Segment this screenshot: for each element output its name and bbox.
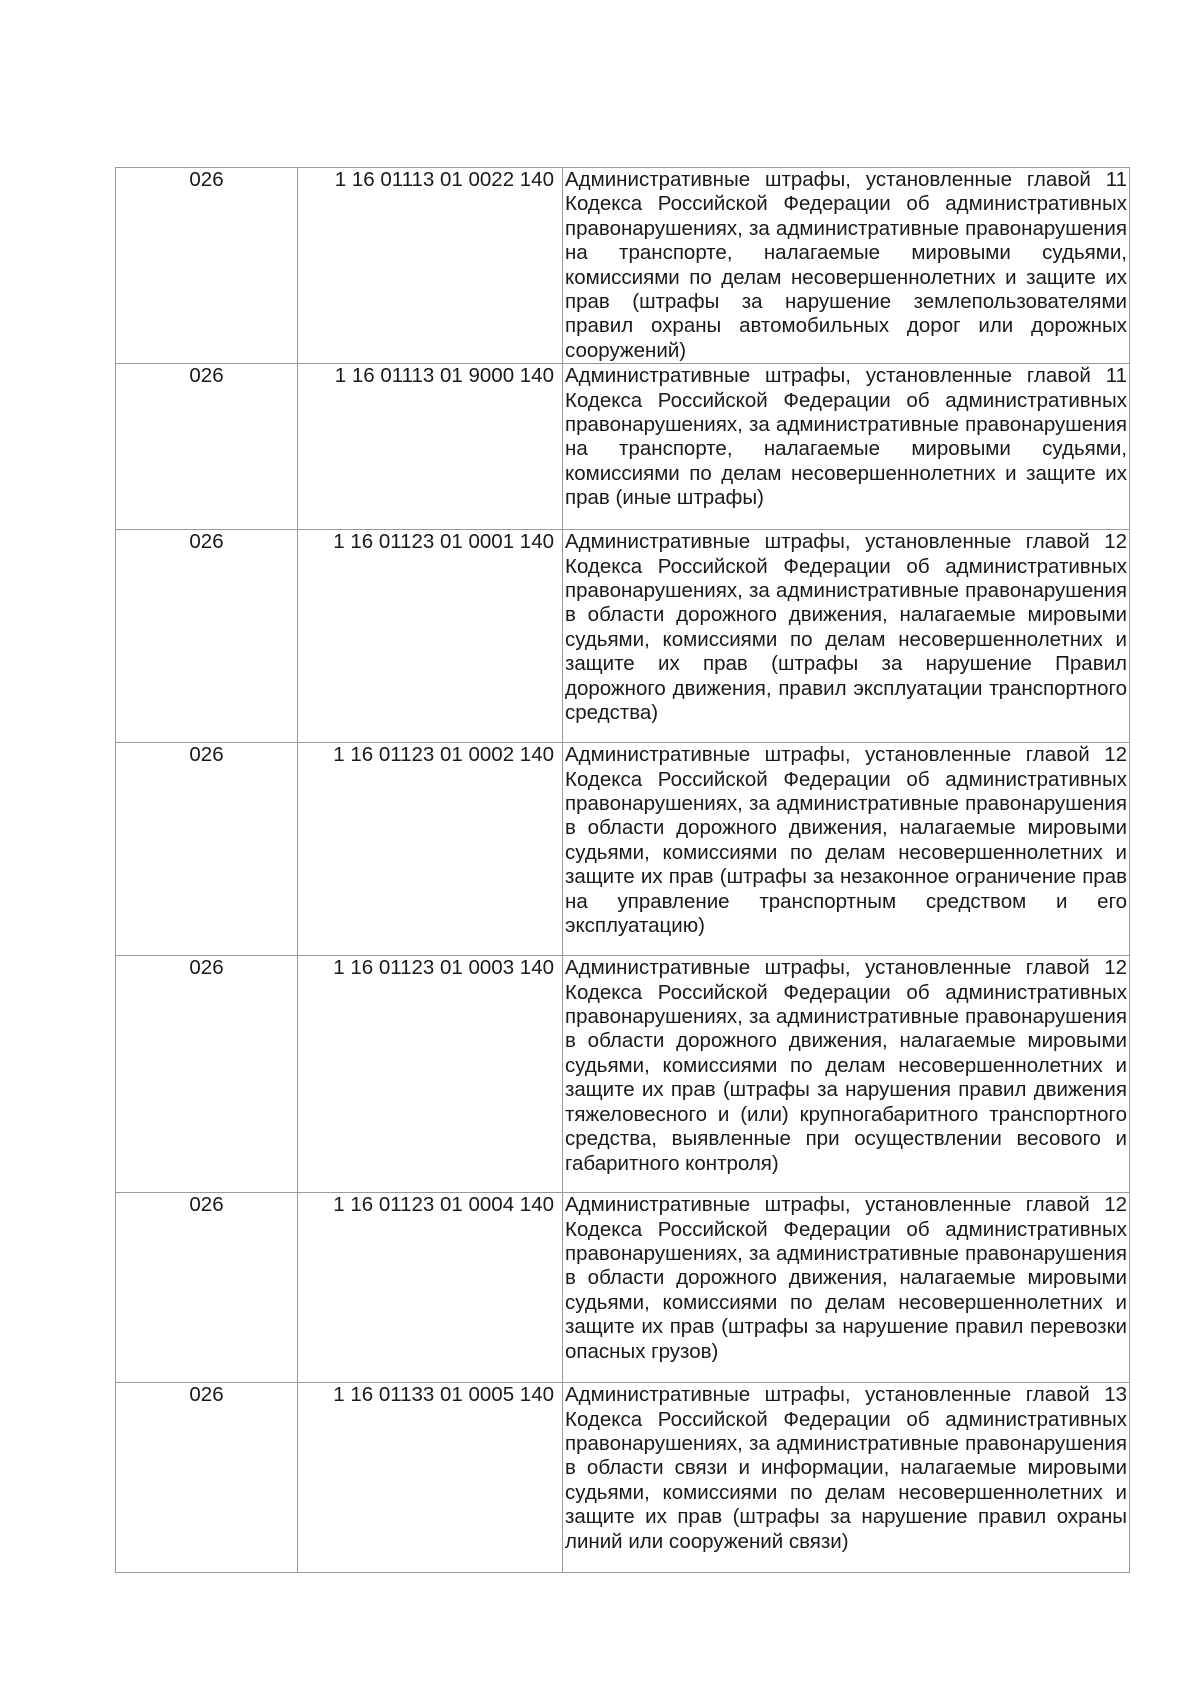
description-cell <box>563 168 1130 364</box>
table-row <box>116 1383 1130 1573</box>
description-text: Административные штрафы, установленные главой 12 Кодекса Российской Федерации об административных правонарушениях, за административные правонарушения в области дорожного движения, налагаемые мировыми судьями, комиссиями по делам несовершеннолетних и защите их прав (штрафы за нарушение Правил дорожного движения, правил эксплуатации транспортного средства) <box>565 530 1127 725</box>
table-row <box>116 1193 1130 1383</box>
budget-code-cell: 1 16 01123 01 0001 140 <box>298 530 563 743</box>
description-cell <box>563 530 1130 743</box>
table-row <box>116 530 1130 743</box>
description-text: Административные штрафы, установленные главой 12 Кодекса Российской Федерации об административных правонарушениях, за административные правонарушения в области дорожного движения, налагаемые мировыми судьями, комиссиями по делам несовершеннолетних и защите их прав (штрафы за незаконное ограничение прав на управление транспортным средством и его эксплуатацию) <box>565 743 1127 938</box>
description-cell <box>563 364 1130 530</box>
description-cell <box>563 956 1130 1193</box>
description-text: Административные штрафы, установленные главой 13 Кодекса Российской Федерации об административных правонарушениях, за административные правонарушения в области связи и информации, налагаемые мировыми судьями, комиссиями по делам несовершеннолетних и защите их прав (штрафы за нарушение правил охраны линий или сооружений связи) <box>565 1383 1127 1553</box>
description-text: Административные штрафы, установленные главой 11 Кодекса Российской Федерации об административных правонарушениях, за административные правонарушения на транспорте, налагаемые мировыми судьями, комиссиями по делам несовершеннолетних и защите их прав (иные штрафы) <box>565 364 1127 510</box>
table-row <box>116 364 1130 530</box>
admin-code-cell: 026 <box>116 743 298 956</box>
description-cell <box>563 1383 1130 1573</box>
admin-code-cell: 026 <box>116 1193 298 1383</box>
description-text: Административные штрафы, установленные главой 11 Кодекса Российской Федерации об административных правонарушениях, за административные правонарушения на транспорте, налагаемые мировыми судьями, комиссиями по делам несовершеннолетних и защите их прав (штрафы за нарушение землепользователями правил охраны автомобильных дорог или дорожных сооружений) <box>565 168 1127 362</box>
budget-code-cell: 1 16 01133 01 0005 140 <box>298 1383 563 1573</box>
description-text: Административные штрафы, установленные главой 12 Кодекса Российской Федерации об административных правонарушениях, за административные правонарушения в области дорожного движения, налагаемые мировыми судьями, комиссиями по делам несовершеннолетних и защите их прав (штрафы за нарушения правил движения тяжеловесного и (или) крупногабаритного транспортного средства, выявленные при осуществлении весового и габаритного контроля) <box>565 956 1127 1175</box>
table-row <box>116 168 1130 364</box>
admin-code-cell: 026 <box>116 1383 298 1573</box>
admin-code-cell: 026 <box>116 364 298 530</box>
admin-code-cell: 026 <box>116 956 298 1193</box>
description-text: Административные штрафы, установленные главой 12 Кодекса Российской Федерации об административных правонарушениях, за административные правонарушения в области дорожного движения, налагаемые мировыми судьями, комиссиями по делам несовершеннолетних и защите их прав (штрафы за нарушение правил перевозки опасных грузов) <box>565 1193 1127 1363</box>
budget-code-cell: 1 16 01123 01 0002 140 <box>298 743 563 956</box>
description-cell <box>563 1193 1130 1383</box>
revenue-codes-table <box>115 167 1130 1573</box>
budget-code-cell: 1 16 01123 01 0003 140 <box>298 956 563 1193</box>
admin-code-cell: 026 <box>116 530 298 743</box>
budget-code-cell: 1 16 01113 01 0022 140 <box>298 168 563 364</box>
budget-code-cell: 1 16 01123 01 0004 140 <box>298 1193 563 1383</box>
table-row <box>116 956 1130 1193</box>
budget-code-cell: 1 16 01113 01 9000 140 <box>298 364 563 530</box>
table-row <box>116 743 1130 956</box>
description-cell <box>563 743 1130 956</box>
admin-code-cell: 026 <box>116 168 298 364</box>
